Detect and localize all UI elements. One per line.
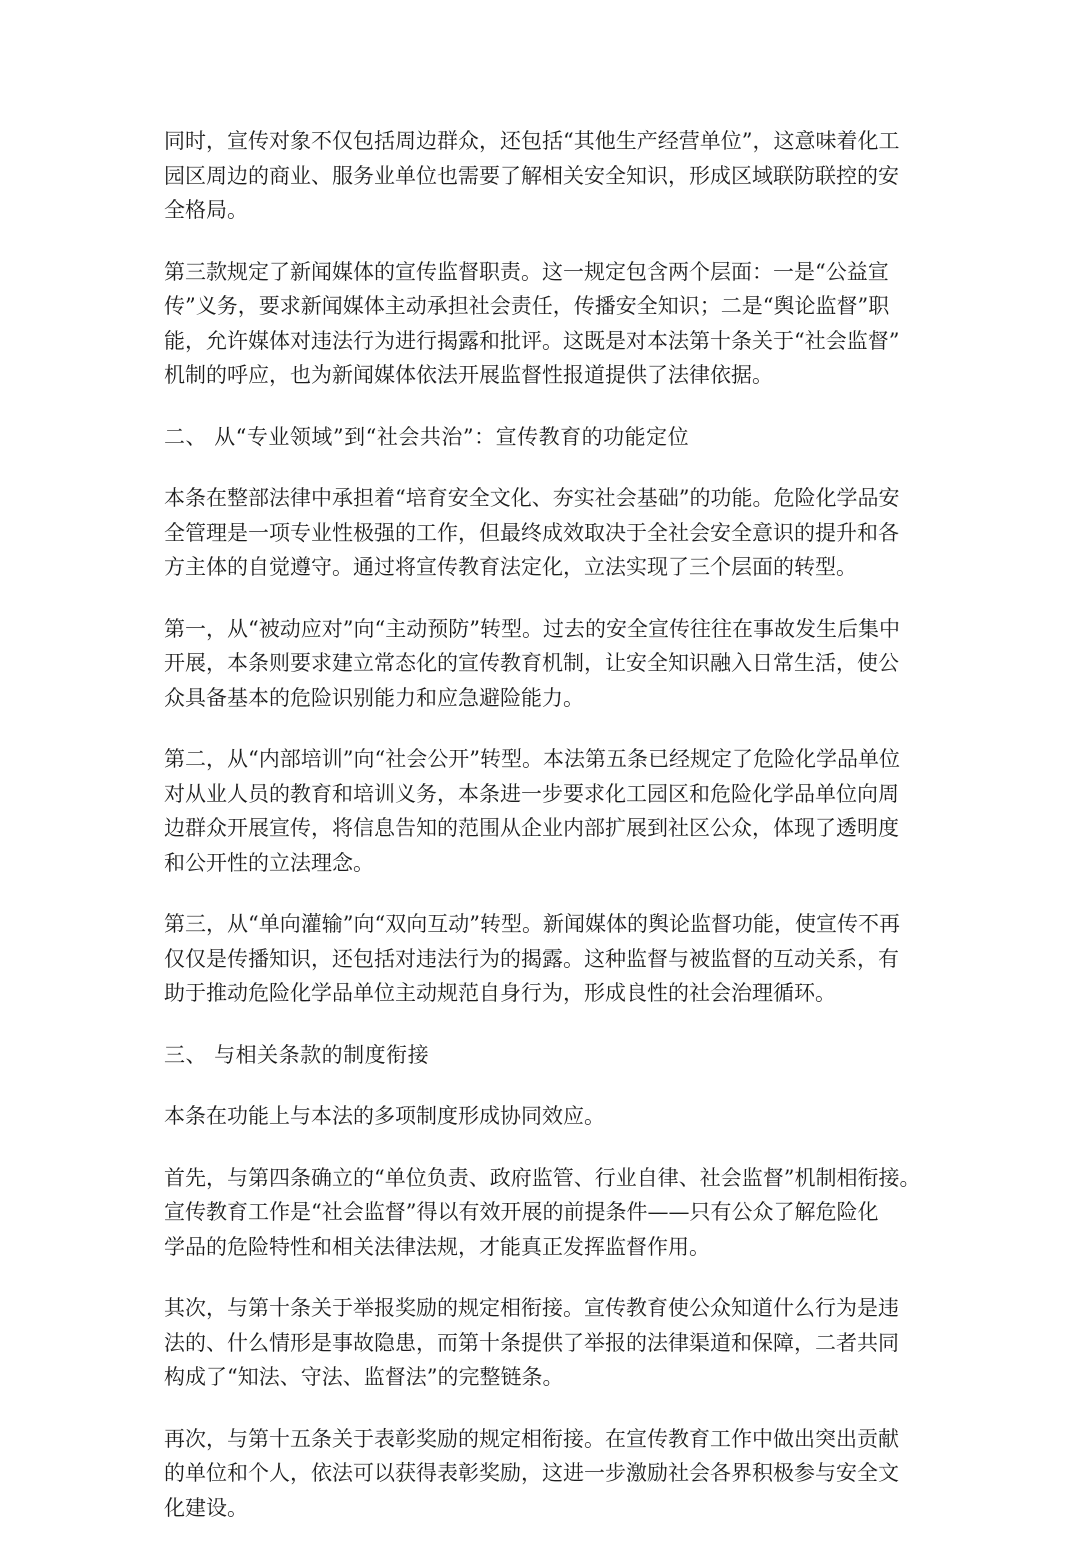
text-line: 首先，与第四条确立的“单位负责、政府监管、行业自律、社会监督”机制相衔接。: [164, 1165, 921, 1190]
paragraph: [164, 1099, 924, 1134]
text-line: 方主体的自觉遵守。通过将宣传教育法定化，立法实现了三个层面的转型。: [164, 555, 857, 579]
text-line: 本条在整部法律中承担着“培育安全文化、夯实社会基础”的功能。危险化学品安: [164, 486, 900, 510]
text-line: 传”义务，要求新闻媒体主动承担社会责任，传播安全知识；二是“舆论监督”职: [164, 294, 890, 318]
text-line: 第三，从“单向灌输”向“双向互动”转型。新闻媒体的舆论监督功能，使宣传不再: [164, 912, 900, 936]
text-line: 的单位和个人，依法可以获得表彰奖励，这进一步激励社会各界积极参与安全文: [164, 1461, 899, 1485]
text-line: 第三款规定了新闻媒体的宣传监督职责。这一规定包含两个层面：一是“公益宣: [164, 259, 889, 284]
paragraph: [164, 124, 924, 228]
text-line: 能，允许媒体对违法行为进行揭露和批评。这既是对本法第十条关于“社会监督”: [164, 328, 900, 353]
document-body: [164, 124, 924, 1552]
text-line: 本条在功能上与本法的多项制度形成协同效应。: [164, 1104, 605, 1128]
paragraph: [164, 481, 924, 585]
text-line: 宣传教育工作是“社会监督”得以有效开展的前提条件——只有公众了解危险化: [164, 1200, 879, 1224]
section-heading: [164, 1038, 924, 1073]
text-line: 全格局。: [164, 198, 248, 222]
text-line: 开展，本条则要求建立常态化的宣传教育机制，让安全知识融入日常生活，使公: [164, 651, 899, 675]
paragraph: [164, 1422, 924, 1526]
text-line: 边群众开展宣传，将信息告知的范围从企业内部扩展到社区公众，体现了透明度: [164, 816, 899, 840]
text-line: 再次，与第十五条关于表彰奖励的规定相衔接。在宣传教育工作中做出突出贡献: [164, 1426, 899, 1451]
text-line: 园区周边的商业、服务业单位也需要了解相关安全知识，形成区域联防联控的安: [164, 163, 899, 188]
text-line: 众具备基本的危险识别能力和应急避险能力。: [164, 685, 584, 710]
text-line: 其次，与第十条关于举报奖励的规定相衔接。宣传教育使公众知道什么行为是违: [164, 1296, 899, 1320]
text-line: 学品的危险特性和相关法律法规，才能真正发挥监督作用。: [164, 1234, 710, 1259]
text-line: 对从业人员的教育和培训义务，本条进一步要求化工园区和危险化学品单位向周: [164, 781, 899, 806]
paragraph: [164, 742, 924, 880]
text-line: 法的、什么情形是事故隐患，而第十条提供了举报的法律渠道和保障，二者共同: [164, 1330, 899, 1355]
section-heading: [164, 420, 924, 455]
text-line: 助于推动危险化学品单位主动规范自身行为，形成良性的社会治理循环。: [164, 981, 836, 1005]
text-line: 同时，宣传对象不仅包括周边群众，还包括“其他生产经营单位”，这意味着化工: [164, 129, 900, 153]
paragraph: [164, 1161, 924, 1265]
text-line: 机制的呼应，也为新闻媒体依法开展监督性报道提供了法律依据。: [164, 363, 773, 387]
paragraph: [164, 1291, 924, 1395]
text-line: 第二，从“内部培训”向“社会公开”转型。本法第五条已经规定了危险化学品单位: [164, 747, 900, 771]
paragraph: [164, 612, 924, 716]
paragraph: [164, 907, 924, 1011]
text-line: 全管理是一项专业性极强的工作，但最终成效取决于全社会安全意识的提升和各: [164, 520, 899, 545]
text-line: 第一，从“被动应对”向“主动预防”转型。过去的安全宣传往往在事故发生后集中: [164, 616, 900, 641]
heading-text: 三、 与相关条款的制度衔接: [164, 1042, 430, 1067]
text-line: 仅仅是传播知识，还包括对违法行为的揭露。这种监督与被监督的互动关系，有: [164, 946, 899, 971]
text-line: 构成了“知法、守法、监督法”的完整链条。: [164, 1365, 564, 1389]
paragraph: [164, 255, 924, 393]
text-line: 化建设。: [164, 1495, 248, 1520]
text-line: 和公开性的立法理念。: [164, 850, 374, 875]
heading-text: 二、 从“专业领域”到“社会共治”：宣传教育的功能定位: [164, 424, 690, 449]
